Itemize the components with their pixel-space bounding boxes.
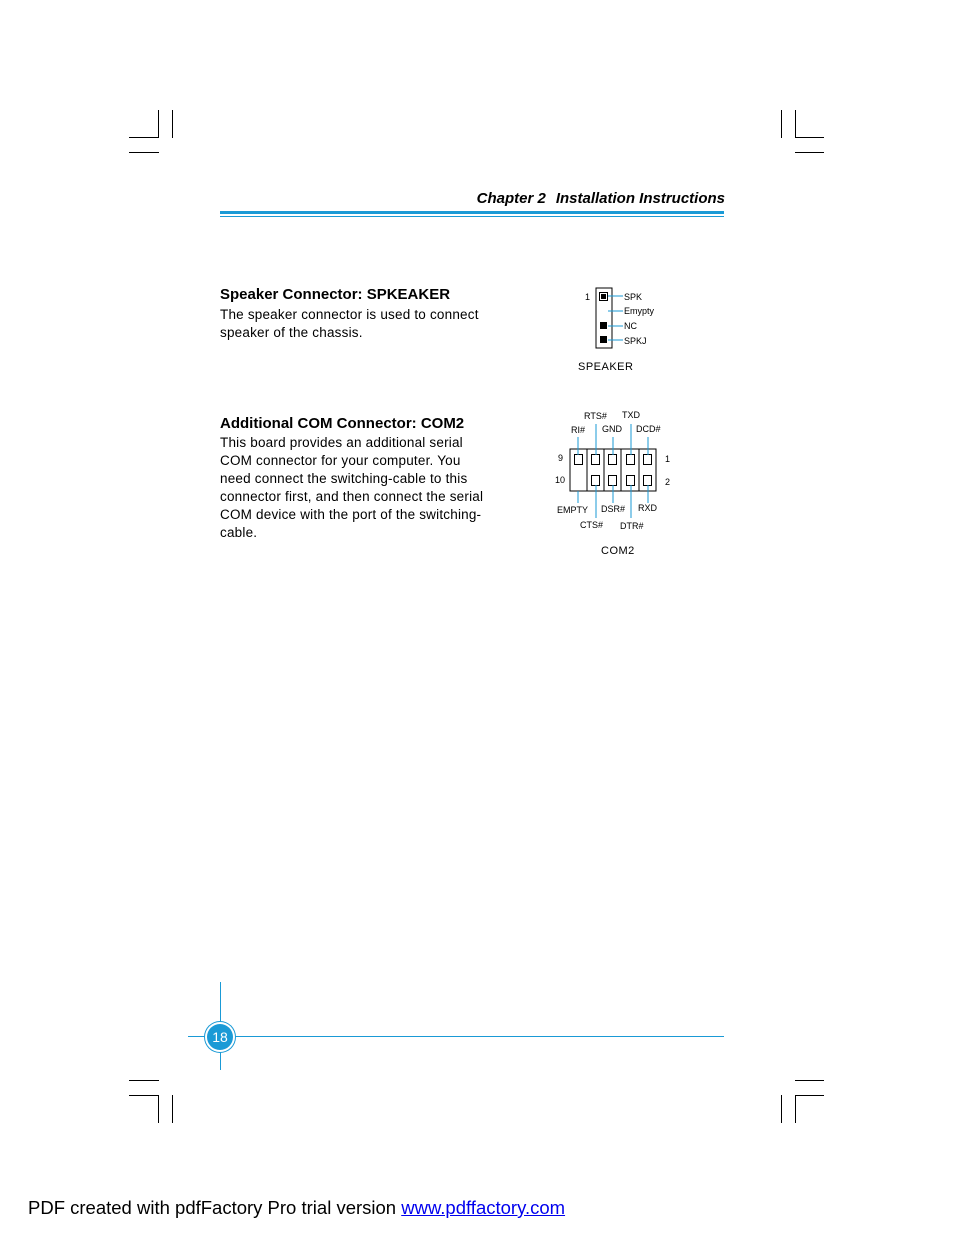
page-marker-horizontal-line	[188, 1036, 724, 1037]
text-line: cable.	[220, 525, 258, 540]
pdf-footer	[28, 1197, 565, 1219]
com-pin-10: 10	[555, 475, 566, 485]
pin-number-1: 1	[585, 292, 591, 302]
speaker-caption: SPEAKER	[578, 361, 634, 373]
text-line: COM device with the port of the switching-	[220, 507, 482, 522]
pin-label-empty: Emypty	[624, 306, 655, 316]
com-label-dsr: DSR#	[601, 504, 626, 514]
com-caption: COM2	[601, 545, 635, 557]
text-line: speaker of the chassis.	[220, 325, 363, 340]
com-label-txd: TXD	[622, 410, 640, 420]
text-line: The speaker connector is used to connect	[220, 307, 479, 322]
footer-text: PDF created with pdfFactory Pro trial version	[28, 1197, 402, 1218]
pin-label-spkj: SPKJ	[624, 336, 647, 346]
page-number: 18	[207, 1024, 233, 1050]
com-label-rxd: RXD	[638, 503, 658, 513]
chapter-label: Chapter 2	[476, 190, 546, 207]
text-line: COM connector for your computer. You	[220, 453, 461, 468]
com-section-title: Additional COM Connector: COM2	[220, 415, 465, 432]
text-line: need connect the switching-cable to this	[220, 471, 468, 486]
pin-label-nc: NC	[624, 321, 637, 331]
com-label-rts: RTS#	[584, 411, 607, 421]
com-pin-1: 1	[665, 454, 671, 464]
pin-label-spk: SPK	[624, 292, 643, 302]
footer-link[interactable]: www.pdffactory.com	[401, 1197, 566, 1218]
com-label-dcd: DCD#	[636, 424, 661, 434]
com-label-gnd: GND	[602, 424, 622, 434]
com-label-cts: CTS#	[580, 520, 604, 530]
text-line: connector first, and then connect the serial	[220, 489, 484, 504]
chapter-title: Installation Instructions	[555, 190, 725, 207]
speaker-section-title: Speaker Connector: SPKEAKER	[220, 286, 451, 303]
com-label-ri: RI#	[571, 425, 586, 435]
com-label-empty: EMPTY	[557, 505, 589, 515]
com-pin-9: 9	[558, 453, 564, 463]
com-label-dtr: DTR#	[620, 521, 644, 531]
text-line: This board provides an additional serial	[220, 435, 463, 450]
com-pin-2: 2	[665, 477, 671, 487]
